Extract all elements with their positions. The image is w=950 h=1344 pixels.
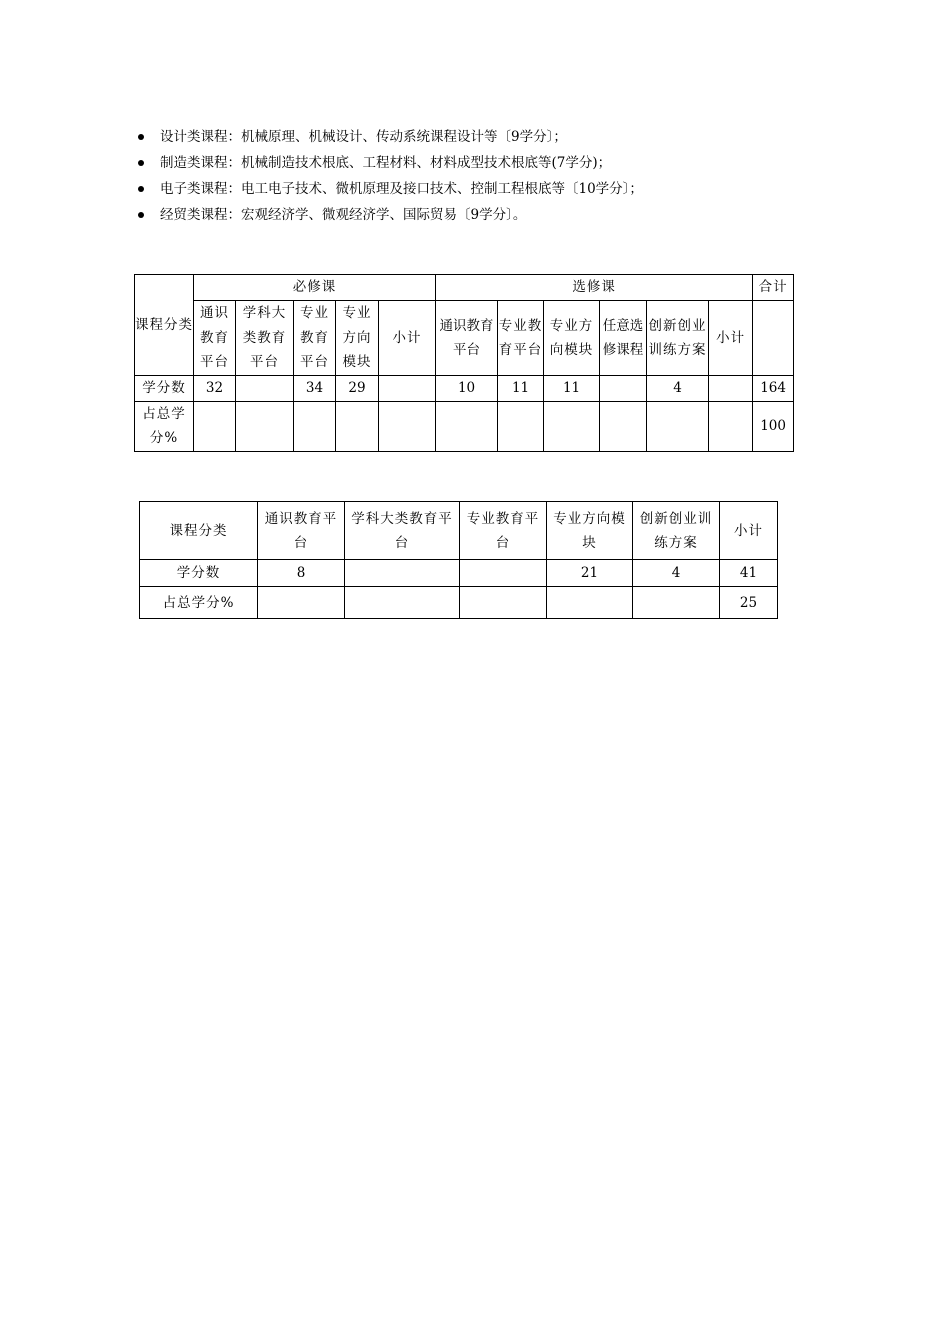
table-row: [135, 301, 794, 376]
table-cell: 21: [547, 560, 633, 587]
row-header: 学分数: [135, 376, 194, 402]
table-cell: 10: [436, 376, 498, 402]
row-header: 学分数: [140, 560, 258, 587]
bullet-text: 电子类课程：电工电子技术、微机原理及接口技术、控制工程根底等〔10学分〕；: [160, 181, 643, 197]
table-cell: [258, 587, 345, 619]
bullet-icon: [138, 160, 144, 166]
table-cell: [345, 560, 460, 587]
table-cell: 32: [194, 376, 236, 402]
total-header: 合计: [753, 275, 794, 301]
list-item: [138, 124, 643, 150]
table-cell: [194, 401, 236, 451]
table-cell: [709, 376, 753, 402]
required-group-header: 必修课: [194, 275, 436, 301]
table-cell: 164: [753, 376, 794, 402]
table-cell: 29: [336, 376, 379, 402]
table-cell: 11: [544, 376, 600, 402]
column-header: 学科大类教育平台: [236, 301, 294, 376]
table-cell: 11: [498, 376, 544, 402]
table-cell: [236, 376, 294, 402]
column-header: 课程分类: [140, 502, 258, 560]
column-header: 小计: [379, 301, 436, 376]
table-cell: [345, 587, 460, 619]
table-cell: [294, 401, 336, 451]
bullet-text: 经贸类课程：宏观经济学、微观经济学、国际贸易〔9学分〕。: [160, 207, 527, 223]
table-cell: 4: [633, 560, 720, 587]
row-header: 占总学分%: [140, 587, 258, 619]
column-header: 专业方向模块: [547, 502, 633, 560]
table-cell: [547, 587, 633, 619]
list-item: [138, 202, 643, 228]
table-cell: [647, 401, 709, 451]
table-row: [140, 587, 778, 619]
column-header: 学科大类教育平台: [345, 502, 460, 560]
table-cell: 100: [753, 401, 794, 451]
table-row: [140, 502, 778, 560]
table-cell: 41: [720, 560, 778, 587]
table-cell: [460, 587, 547, 619]
table-cell: [379, 376, 436, 402]
bullet-icon: [138, 212, 144, 218]
column-header: 专业教育平台: [294, 301, 336, 376]
list-item: [138, 150, 643, 176]
column-header: 专业方向模块: [544, 301, 600, 376]
column-header: 小计: [720, 502, 778, 560]
table-cell: [379, 401, 436, 451]
table-cell: [236, 401, 294, 451]
bullet-icon: [138, 134, 144, 140]
column-header: 小计: [709, 301, 753, 376]
credits-table-overall: [134, 274, 794, 452]
column-header: 任意选修课程: [600, 301, 647, 376]
table-cell: [600, 376, 647, 402]
column-header: 通识教育平台: [258, 502, 345, 560]
table-cell: 8: [258, 560, 345, 587]
table-cell: [633, 587, 720, 619]
table-cell: [436, 401, 498, 451]
table-cell: 34: [294, 376, 336, 402]
table-cell: [498, 401, 544, 451]
table-cell: [544, 401, 600, 451]
table-cell: [709, 401, 753, 451]
course-bullet-list: [138, 124, 643, 228]
column-header: 通识教育平台: [194, 301, 236, 376]
column-header: 专业方向模块: [336, 301, 379, 376]
table-row: [140, 560, 778, 587]
table-cell: [600, 401, 647, 451]
column-header: 专业教育平台: [460, 502, 547, 560]
column-header: 创新创业训练方案: [647, 301, 709, 376]
column-header: 通识教育平台: [436, 301, 498, 376]
bullet-text: 制造类课程：机械制造技术根底、工程材料、材料成型技术根底等(7学分)；: [160, 155, 612, 171]
list-item: [138, 176, 643, 202]
table-cell: [460, 560, 547, 587]
row-header: 占总学分%: [135, 401, 194, 451]
bullet-icon: [138, 186, 144, 192]
table-row: [135, 275, 794, 301]
table-corner-header: 课程分类: [135, 275, 194, 376]
empty-header-cell: [753, 301, 794, 376]
table-cell: [336, 401, 379, 451]
column-header: 专业教育平台: [498, 301, 544, 376]
elective-group-header: 选修课: [436, 275, 753, 301]
table-cell: 4: [647, 376, 709, 402]
table-cell: 25: [720, 587, 778, 619]
bullet-text: 设计类课程：机械原理、机械设计、传动系统课程设计等〔9学分〕；: [160, 129, 567, 145]
table-row: [135, 401, 794, 451]
column-header: 创新创业训练方案: [633, 502, 720, 560]
credits-table-minor: [139, 501, 778, 619]
table-row: [135, 376, 794, 402]
